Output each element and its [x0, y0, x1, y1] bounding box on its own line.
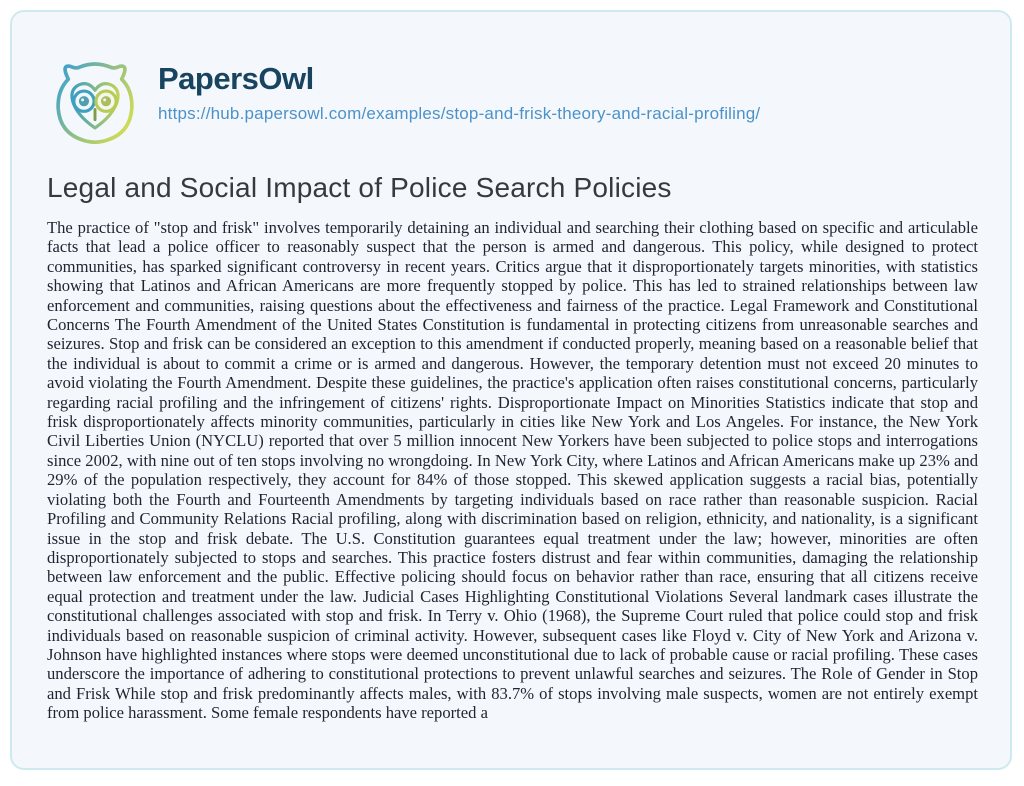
essay-body-text: The practice of "stop and frisk" involves temporarily detaining an individual and searching their clothing based on specific and articulable facts that lead a police officer to reasonably suspect that the person is armed and dangerous. This policy, while designed to protect communities, has sparked significant controversy in recent years. Critics argue that it disproportionately targets minorities, with statistics showing that Latinos and African Americans are more frequently stopped by police. This has led to strained relationships between law enforcement and communities, raising questions about the effectiveness and fairness of the practice. Legal Framework and Constitutional Concerns The Fourth Amendment of the United States Constitution is fundamental in protecting citizens from unreasonable searches and seizures. Stop and frisk can be considered an exception to this amendment if conducted properly, meaning based on a reasonable belief that the individual is about to commit a crime or is armed and dangerous. However, the temporary detention must not exceed 20 minutes to avoid violating the Fourth Amendment. Despite these guidelines, the practice's application often raises constitutional concerns, particularly regarding racial profiling and the infringement of citizens' rights. Disproportionate Impact on Minorities Statistics indicate that stop and frisk disproportionately affects minority communities, particularly in cities like New York and Los Angeles. For instance, the New York Civil Liberties Union (NYCLU) reported that over 5 million innocent New Yorkers have been subjected to police stops and interrogations since 2002, with nine out of ten stops involving no wrongdoing. In New York City, where Latinos and African Americans make up 23% and 29% of the population respectively, they account for 84% of those stopped. This skewed application suggests a racial bias, potentially violating both the Fourth and Fourteenth Amendments by targeting individuals based on race rather than reasonable suspicion. Racial Profiling and Community Relations Racial profiling, along with discrimination based on religion, ethnicity, and nationality, is a significant issue in the stop and frisk debate. The U.S. Constitution guarantees equal treatment under the law; however, minorities are often disproportionately subjected to stops and searches. This practice fosters distrust and fear within communities, damaging the relationship between law enforcement and the public. Effective policing should focus on behavior rather than race, ensuring that all citizens receive equal protection and treatment under the law. Judicial Cases Highlighting Constitutional Violations Several landmark cases illustrate the constitutional challenges associated with stop and frisk. In Terry v. Ohio (1968), the Supreme Court ruled that police could stop and frisk individuals based on reasonable suspicion of criminal activity. However, subsequent cases like Floyd v. City of New York and Arizona v. Johnson have highlighted instances where stops were deemed unconstitutional due to lack of probable cause or racial profiling. These cases underscore the importance of adhering to constitutional protections to prevent unlawful searches and seizures. The Role of Gender in Stop and Frisk While stop and frisk predominantly affects males, with 83.7% of stops involving male suspects, women are not entirely exempt from police harassment. Some female respondents have reported a: [47, 218, 978, 723]
brand-name: PapersOwl: [158, 61, 314, 96]
site-header: [48, 58, 760, 150]
brand-block: [158, 58, 760, 124]
page-url-link[interactable]: https://hub.papersowl.com/examples/stop-and-frisk-theory-and-racial-profiling/: [158, 104, 761, 123]
page-title: Legal and Social Impact of Police Search Policies: [47, 172, 672, 203]
owl-logo-icon: [48, 58, 142, 150]
